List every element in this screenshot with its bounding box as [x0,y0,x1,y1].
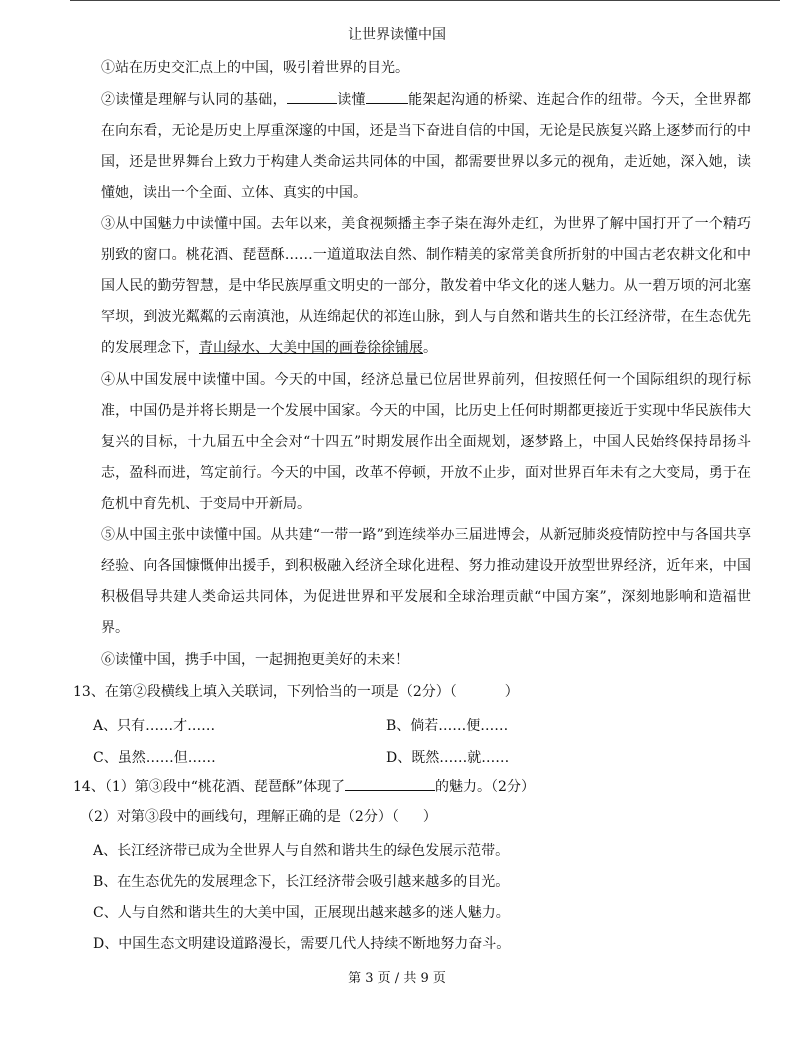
paragraph-2 [73,85,751,209]
question-13-stem [73,677,723,708]
q14-option-d[interactable]: D、中国生态文明建设道路漫长，需要几代人持续不断地努力奋斗。 [93,936,511,952]
paragraph-2-mid: 读懂 [336,92,366,108]
paragraph-5: ⑤从中国主张中读懂中国。从共建“一带一路”到连续举办三届进博会，从新冠肺炎疫情防控中与各国共享经验、向各国慷慨伸出援手，到积极融入经济全球化进程、努力推动建设开放型世界经济，近年来，中国积极倡导共建人类命运共同体，为促进世界和平发展和全球治理贡献“中国方案”，深刻地影响和造福世界。 [101,527,751,636]
page-title: 让世界读懂中国 [348,27,446,43]
fill-blank-14[interactable] [345,776,435,791]
question-14-part1 [73,772,723,803]
question-13-close: ） [504,684,519,700]
paragraph-3-text: ③从中国魅力中读懂中国。去年以来，美食视频播主李子柒在海外走红，为世界了解中国打开了一个精巧别致的窗口。桃花酒、琵琶酥……一道道取法自然、制作精美的家常美食所折射的中国古老农耕文化和中国人民的勤劳智慧，是中华民族厚重文明史的一部分，散发着中华文化的迷人魅力。从一碧万顷的河北塞罕坝，到波光粼粼的云南滇池，从连绵起伏的祁连山脉，到人与自然和谐共生的长江经济带，在生态优先的发展理念下， [101,216,751,356]
q14-option-b[interactable]: B、在生态优先的发展理念下，长江经济带会吸引越来越多的目光。 [93,874,510,890]
question-14-part1-text: 14、（1）第③段中“桃花酒、琵琶酥”体现了 [73,779,346,795]
q13-option-a[interactable]: A、只有……才…… [93,718,216,734]
fill-blank-2[interactable] [366,89,408,104]
paragraph-3 [73,209,751,364]
q14-option-c[interactable]: C、人与自然和谐共生的大美中国，正展现出越来越多的迷人魅力。 [93,905,510,921]
paragraph-1: ①站在历史交汇点上的中国，吸引着世界的目光。 [101,60,409,76]
underlined-sentence: 青山绿水、大美中国的画卷徐徐铺展 [199,340,423,356]
paragraph-3-end: 。 [423,340,437,356]
q13-option-c[interactable]: C、虽然……但…… [93,750,216,766]
page-footer: 第 3 页 / 共 9 页 [348,971,446,986]
question-14-part2-close: ） [422,809,437,825]
q13-option-d[interactable]: D、既然……就…… [386,750,510,766]
question-14-part1-end: 的魅力。（2分） [435,779,535,795]
paragraph-2-start: ②读懂是理解与认同的基础， [101,92,287,108]
top-rule [70,0,780,1]
question-13-text: 13、在第②段横线上填入关联词，下列恰当的一项是（2分）（ [73,684,457,700]
fill-blank-1[interactable] [287,89,337,104]
q14-option-a[interactable]: A、长江经济带已成为全世界人与自然和谐共生的绿色发展示范带。 [93,843,510,859]
question-14-part2-text: （2）对第③段中的画线句，理解正确的是（2分）（ [80,809,399,825]
paragraph-2-end: 能架起沟通的桥梁、连起合作的纽带。今天，全世界都在向东看，无论是历史上厚重深邃的中国，还是当下奋进自信的中国，无论是民族复兴路上逐梦而行的中国，还是世界舞台上致力于构建人类命运共同体的中国，都需要世界以多元的视角，走近她，深入她，读懂她，读出一个全面、立体、真实的中国。 [101,92,752,201]
paragraph-4: ④从中国发展中读懂中国。今天的中国，经济总量已位居世界前列，但按照任何一个国际组织的现行标准，中国仍是并将长期是一个发展中国家。今天的中国，比历史上任何时期都更接近于实现中华民族伟大复兴的目标，十九届五中全会对“十四五”时期发展作出全面规划，逐梦路上，中国人民始终保持昂扬斗志，盈科而进，笃定前行。今天的中国，改革不停顿，开放不止步，面对世界百年未有之大变局，勇于在危机中育先机、于变局中开新局。 [101,372,751,512]
paragraph-6: ⑥读懂中国，携手中国，一起拥抱更美好的未来！ [101,652,409,668]
q13-option-b[interactable]: B、倘若……便…… [386,718,509,734]
question-14-part2 [80,802,730,833]
